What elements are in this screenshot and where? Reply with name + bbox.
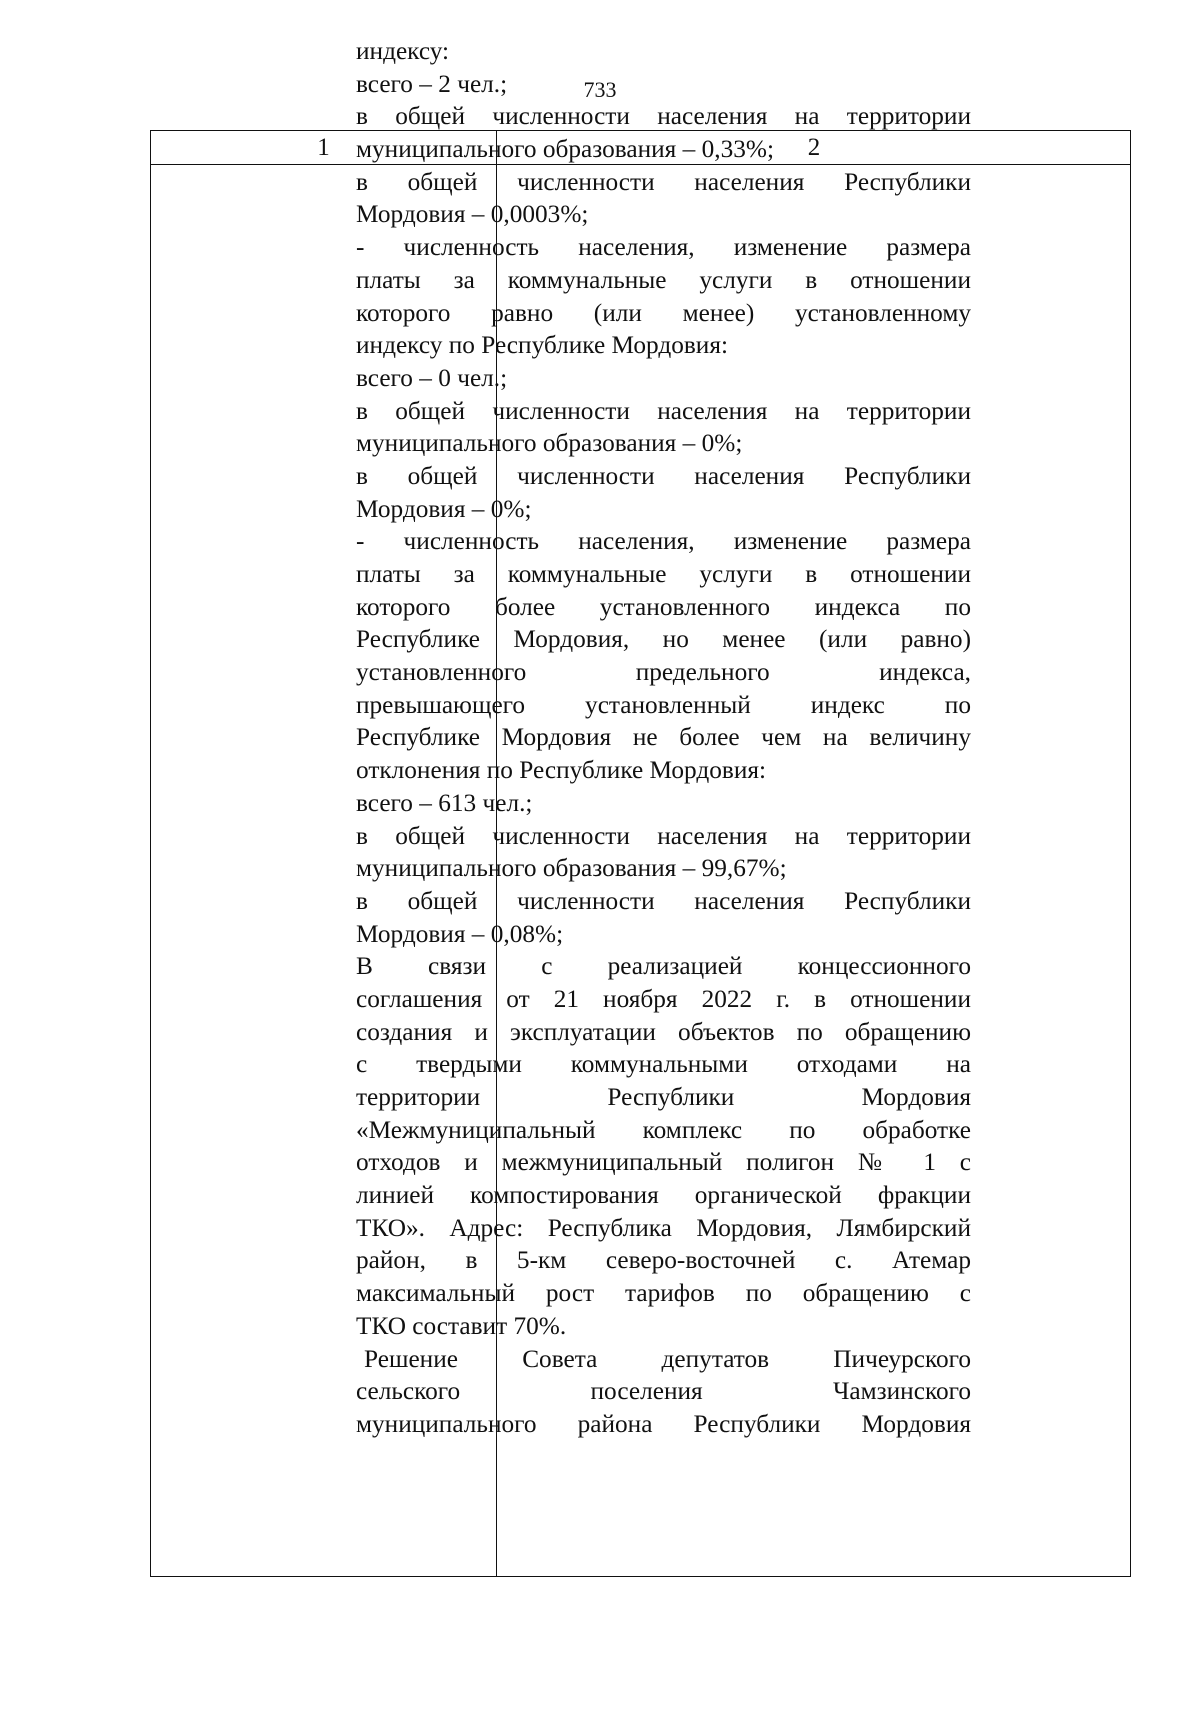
text-line: Республике Мордовия, но менее (или равно) xyxy=(356,625,971,654)
page-number: 733 xyxy=(583,77,617,102)
text-line: Мордовия – 0,08%; xyxy=(356,919,564,948)
text-line: ТКО». Адрес: Республика Мордовия, Лямбирский xyxy=(356,1213,971,1242)
text-line: «Межмуниципальный комплекс по обработке xyxy=(356,1115,971,1144)
text-line: муниципального образования – 99,67%; xyxy=(356,854,787,883)
text-line: с твердыми коммунальными отходами на xyxy=(356,1050,971,1079)
text-line: платы за коммунальные услуги в отношении xyxy=(356,560,971,588)
text-line: в общей численности населения на территории xyxy=(356,396,971,425)
text-line: максимальный рост тарифов по обращению с xyxy=(356,1279,971,1308)
text-line: которого равно (или менее) установленному xyxy=(356,298,971,327)
text-line: Мордовия – 0%; xyxy=(356,494,532,523)
text-line: линией компостирования органической фракции xyxy=(356,1181,971,1210)
text-line: превышающего установленный индекс по xyxy=(356,690,971,719)
column-2-cell xyxy=(356,35,971,1445)
text-line: Республике Мордовия не более чем на величину xyxy=(356,723,971,752)
text-line: всего – 613 чел.; xyxy=(356,788,533,817)
text-line: платы за коммунальные услуги в отношении xyxy=(356,265,971,294)
text-line: район, в 5-км северо-восточней с. Атемар xyxy=(356,1246,971,1275)
text-line: индексу по Республике Мордовия: xyxy=(356,331,728,360)
text-line: в общей численности населения Республики xyxy=(356,886,971,915)
text-line: в общей численности населения Республики xyxy=(356,167,971,196)
text-line: - численность населения, изменение размера xyxy=(356,527,971,556)
text-line: создания и эксплуатации объектов по обращению xyxy=(356,1017,971,1046)
text-line: в общей численности населения на территории xyxy=(356,821,971,850)
text-line: ТКО составит 70%. xyxy=(356,1311,567,1340)
text-line: индексу: xyxy=(356,37,450,65)
text-line: всего – 0 чел.; xyxy=(356,363,508,392)
text-line: муниципального образования – 0%; xyxy=(356,429,743,458)
text-line: Решение Совета депутатов Пичеурского xyxy=(364,1344,971,1373)
text-line: которого более установленного индекса по xyxy=(356,592,971,621)
text-line: отклонения по Республике Мордовия: xyxy=(356,756,767,785)
text-line: муниципального образования – 0,33%; xyxy=(356,135,774,164)
text-line: муниципального района Республики Мордовия xyxy=(356,1409,971,1438)
text-line: отходов и межмуниципальный полигон № 1 с xyxy=(356,1148,971,1177)
text-line: в общей численности населения Республики xyxy=(356,461,971,490)
text-line: В связи с реализацией концессионного xyxy=(356,952,971,981)
text-line: в общей численности населения на территории xyxy=(356,102,971,131)
column-header-2: 2 xyxy=(807,134,821,161)
text-line: - численность населения, изменение размера xyxy=(356,233,971,262)
text-line: соглашения от 21 ноября 2022 г. в отношении xyxy=(356,984,971,1013)
text-line: Мордовия – 0,0003%; xyxy=(356,200,589,229)
column-header-1: 1 xyxy=(317,134,330,161)
text-line: сельского поселения Чамзинского xyxy=(356,1377,971,1406)
text-line: установленного предельного индекса, xyxy=(356,658,971,687)
text-line: территории Республики Мордовия xyxy=(356,1083,971,1111)
text-line: всего – 2 чел.; xyxy=(356,69,508,98)
